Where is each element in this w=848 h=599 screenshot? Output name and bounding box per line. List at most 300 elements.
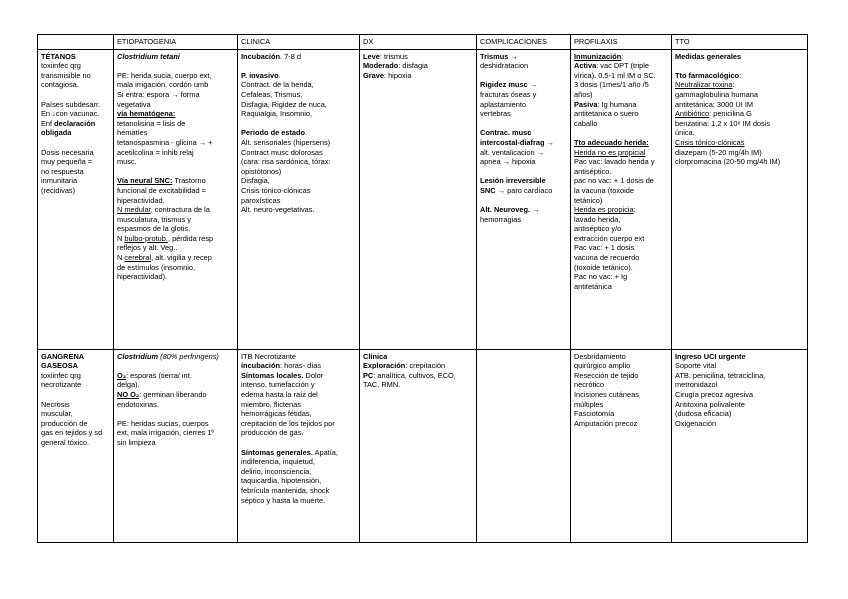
- text-run: NO O₂: [117, 389, 140, 399]
- cell-line: [241, 400, 356, 410]
- cell-gangrena-complicaciones: [477, 349, 571, 542]
- text-run: Antibiótico: [675, 109, 710, 119]
- text-run: toxiinfec qrg: [41, 370, 81, 380]
- cell-line: [480, 186, 567, 196]
- cell-line: [241, 119, 356, 129]
- text-run: TAC, RMN.: [363, 380, 401, 390]
- text-run: lavado herida,: [574, 214, 621, 224]
- cell-line: [241, 138, 356, 148]
- cell-line: [117, 52, 234, 62]
- text-run: benzatina: 1,2 x 10⁶ IM dosis: [675, 118, 771, 128]
- text-run: (recidivas): [41, 185, 76, 195]
- text-run: producción de gas.: [241, 428, 304, 438]
- cell-line: [41, 61, 110, 71]
- cell-line: [574, 400, 668, 410]
- cell-line: [117, 352, 234, 362]
- text-run: Moderado: [363, 61, 399, 71]
- cell-line: [241, 361, 356, 371]
- text-run: Herida no es propicial: [574, 147, 646, 157]
- cell-line: [117, 128, 234, 138]
- text-run: antitetánica: [574, 281, 612, 291]
- cell-line: [675, 157, 804, 167]
- cell-line: [675, 400, 804, 410]
- cell-line: [574, 119, 668, 129]
- text-run: intenso, tumefacción y: [241, 380, 315, 390]
- text-run: Ingreso UCI urgente: [675, 351, 746, 361]
- text-run: N medular: [117, 205, 151, 215]
- cell-line: [480, 138, 567, 148]
- text-run: : esporas (tierra/ int.: [126, 370, 192, 380]
- text-run: Alt. sensoriales (hipersens): [241, 137, 331, 147]
- cell-line: [117, 196, 234, 206]
- text-run: Países subdesarr.: [41, 99, 101, 109]
- text-run: Clínica: [363, 351, 388, 361]
- cell-tetanos-tto: [672, 49, 808, 349]
- cell-line: [574, 196, 668, 206]
- cell-line: [117, 234, 234, 244]
- text-run: Síntomas locales.: [241, 370, 304, 380]
- text-run: gas en tejidos y sd: [41, 428, 103, 438]
- cell-line: [480, 80, 567, 90]
- cell-tetanos-dx: [360, 49, 477, 349]
- cell-line: [241, 128, 356, 138]
- cell-tetanos-etiopatogenia: [114, 49, 238, 349]
- cell-line: [363, 361, 473, 371]
- text-run: Cefaleas, Trismus,: [241, 89, 303, 99]
- text-run: Dolor: [303, 370, 324, 380]
- text-run: Contract musc dolorosas: [241, 147, 323, 157]
- cell-line: [241, 148, 356, 158]
- cell-line: [363, 52, 473, 62]
- cell-line: [241, 409, 356, 419]
- cell-line: [117, 371, 234, 381]
- cell-line: [117, 148, 234, 158]
- cell-line: [241, 52, 356, 62]
- cell-line: [41, 428, 110, 438]
- text-run: única.: [675, 128, 695, 138]
- text-run: vertebras: [480, 109, 511, 119]
- cell-line: [41, 380, 110, 390]
- text-run: pac no vac: + 1 dosis de: [574, 176, 654, 186]
- header-row: [38, 35, 808, 50]
- text-run: Rigidez musc →: [480, 80, 538, 90]
- cell-line: [574, 186, 668, 196]
- text-run: crepitación de los tejidos por: [241, 418, 335, 428]
- text-run: :: [621, 51, 624, 61]
- text-run: SNC →: [480, 185, 506, 195]
- text-run: diazepam (5-20 mg/4h IM): [675, 147, 762, 157]
- cell-line: [41, 80, 110, 90]
- text-run: hemorrágicas fétidas,: [241, 409, 312, 419]
- cell-line: [117, 138, 234, 148]
- text-run: PC: [363, 370, 374, 380]
- text-run: caballo: [574, 118, 598, 128]
- cell-line: [480, 52, 567, 62]
- text-run: deshidratacion: [480, 61, 529, 71]
- text-run: muy pequeña =: [41, 157, 93, 167]
- text-run: Amputación precoz: [574, 418, 638, 428]
- text-run: tetanospasmina - glicina → +: [117, 137, 213, 147]
- cell-line: [241, 80, 356, 90]
- text-run: séptico y hasta la muerte.: [241, 495, 326, 505]
- cell-line: [675, 148, 804, 158]
- cell-line: [574, 138, 668, 148]
- text-run: musculatura, trismus y: [117, 214, 191, 224]
- text-run: necrótico: [574, 380, 604, 390]
- cell-line: [363, 352, 473, 362]
- cell-line: [41, 148, 110, 158]
- cell-line: [241, 419, 356, 429]
- text-run: Vía neural SNC:: [117, 176, 173, 186]
- cell-tetanos-profilaxis: [571, 49, 672, 349]
- header-etiopatogenia: ETIOPATOGENIA: [114, 35, 238, 50]
- cell-line: [41, 361, 110, 371]
- cell-line: [574, 234, 668, 244]
- text-run: : crepitación: [405, 361, 446, 371]
- cell-line: [117, 80, 234, 90]
- cell-line: [574, 263, 668, 273]
- cell-line: [41, 409, 110, 419]
- text-run: bulbo-protub.: [124, 233, 168, 243]
- text-run: Tto adecuado herida:: [574, 137, 649, 147]
- text-run: Alt. Neuroveg. →: [480, 205, 540, 215]
- text-run: antiséptico.: [574, 166, 612, 176]
- text-run: (dudosa eficacia): [675, 409, 732, 419]
- cell-line: [363, 61, 473, 71]
- text-run: Fasciotomía: [574, 409, 615, 419]
- cell-line: [241, 205, 356, 215]
- cell-line: [675, 61, 804, 71]
- text-run: Trismus →: [480, 51, 518, 61]
- text-run: Tto farmacológico: [675, 70, 740, 80]
- text-run: sin limpieza: [117, 437, 156, 447]
- cell-line: [241, 390, 356, 400]
- text-run: vegetativa: [117, 99, 151, 109]
- cell-line: [574, 71, 668, 81]
- cell-line: [574, 380, 668, 390]
- cell-line: [480, 100, 567, 110]
- text-run: Activa: [574, 61, 597, 71]
- cell-line: [41, 157, 110, 167]
- cell-line: [574, 176, 668, 186]
- cell-line: [241, 196, 356, 206]
- cell-line: [41, 109, 110, 119]
- text-run: Inmunización: [574, 51, 622, 61]
- cell-line: [241, 352, 356, 362]
- text-run: Leve: [363, 51, 380, 61]
- table-row-gangrena: [38, 349, 808, 542]
- text-run: Dosis necesaria: [41, 147, 94, 157]
- cell-line: [241, 176, 356, 186]
- text-run: endotoxinas.: [117, 399, 159, 409]
- text-run: Periodo de estado: [241, 128, 306, 138]
- cell-line: [41, 400, 110, 410]
- text-run: (toxoide tetánico).: [574, 262, 633, 272]
- cell-line: [574, 157, 668, 167]
- text-run: hemorragias: [480, 214, 522, 224]
- cell-line: [117, 380, 234, 390]
- cell-line: [675, 100, 804, 110]
- text-run: quirúrgico amplio: [574, 361, 631, 371]
- text-run: vírica). 0.5-1 ml IM o SC.: [574, 70, 656, 80]
- text-run: PE: heridas sucias, cuerpos: [117, 418, 209, 428]
- cell-line: [241, 61, 356, 71]
- cell-tetanos-clinica: [238, 49, 360, 349]
- cell-line: [675, 390, 804, 400]
- cell-line: [41, 176, 110, 186]
- cell-line: [41, 352, 110, 362]
- text-run: Contrac. musc: [480, 128, 532, 138]
- cell-line: [675, 109, 804, 119]
- text-run: : analítica, cultivos, ECO,: [373, 370, 456, 380]
- cell-line: [574, 52, 668, 62]
- cell-gangrena-etiopatogenia: [114, 349, 238, 542]
- text-run: :: [633, 205, 636, 215]
- text-run: GASEOSA: [41, 361, 78, 371]
- text-run: antitetánica: 3000 UI IM: [675, 99, 754, 109]
- cell-line: [480, 167, 567, 177]
- cell-line: [675, 71, 804, 81]
- text-run: N: [117, 233, 125, 243]
- cell-line: [117, 215, 234, 225]
- text-run: Incubación: [241, 51, 281, 61]
- text-run: Lesión irreversible: [480, 176, 546, 186]
- cell-line: [41, 71, 110, 81]
- cell-line: [41, 52, 110, 62]
- text-run: Crisis tónico-clónicas: [675, 137, 745, 147]
- text-run: clorpromacina (20-50 mg/4h IM): [675, 157, 781, 167]
- text-run: paro cardíaco: [505, 185, 553, 195]
- cell-line: [480, 109, 567, 119]
- cell-line: [117, 71, 234, 81]
- cell-line: [675, 80, 804, 90]
- text-run: Medidas generales: [675, 51, 742, 61]
- text-run: Cirugía precoz agresiva: [675, 389, 754, 399]
- cell-line: [41, 90, 110, 100]
- text-run: Pasiva: [574, 99, 598, 109]
- cell-line: [241, 476, 356, 486]
- text-run: : disfagia: [398, 61, 428, 71]
- text-run: (80% perfringens): [158, 351, 219, 361]
- cell-line: [241, 186, 356, 196]
- cell-line: [241, 496, 356, 506]
- cell-line: [574, 148, 668, 158]
- text-run: , contractura de la: [150, 205, 210, 215]
- text-run: O₂: [117, 370, 127, 380]
- text-run: Raquialgia, Insomnio,: [241, 109, 313, 119]
- cell-line: [675, 119, 804, 129]
- document-page: [37, 34, 808, 543]
- cell-line: [241, 486, 356, 496]
- text-run: Enf: [41, 118, 55, 128]
- text-run: Antitoxina polivalente: [675, 399, 745, 409]
- cell-line: [117, 419, 234, 429]
- text-run: PE: herida sucia, cuerpo ext,: [117, 70, 212, 80]
- cell-line: [41, 186, 110, 196]
- text-run: inmunitaria: [41, 176, 78, 186]
- cell-line: [41, 138, 110, 148]
- cell-line: [574, 205, 668, 215]
- text-run: : germinan liberando: [139, 389, 207, 399]
- text-run: extracción cuerpo ext: [574, 233, 645, 243]
- cell-line: [480, 119, 567, 129]
- text-run: Pac vac: lavado herida y: [574, 157, 655, 167]
- text-run: Clostridium tetani: [117, 51, 180, 61]
- text-run: obligada: [41, 128, 72, 138]
- text-run: gammaglobulina humana: [675, 89, 758, 99]
- text-run: indiferencia, inquietud,: [241, 457, 315, 467]
- text-run: taquicardia, hipotensión,: [241, 476, 322, 486]
- cell-line: [574, 419, 668, 429]
- cell-line: [41, 419, 110, 429]
- text-run: febrícula mantenida, shock: [241, 485, 330, 495]
- cell-line: [241, 109, 356, 119]
- text-run: .: [305, 128, 308, 138]
- cell-line: [574, 167, 668, 177]
- header-tto: TTO: [672, 35, 808, 50]
- text-run: Necrosis: [41, 399, 70, 409]
- cell-line: [675, 90, 804, 100]
- text-run: opistótonos): [241, 166, 282, 176]
- text-run: intercostal-diafrag →: [480, 137, 554, 147]
- text-run: años): [574, 89, 593, 99]
- text-run: contagiosa.: [41, 80, 79, 90]
- text-run: alt. ventalicacion →: [480, 147, 545, 157]
- cell-line: [574, 371, 668, 381]
- cell-line: [480, 157, 567, 167]
- text-run: Exploración: [363, 361, 406, 371]
- cell-line: [574, 100, 668, 110]
- cell-line: [117, 390, 234, 400]
- text-run: miembro, flictenas: [241, 399, 301, 409]
- text-run: GANGRENA: [41, 351, 85, 361]
- text-run: , alt. vigilia y recep: [151, 253, 212, 263]
- text-run: Oxigenación: [675, 418, 717, 428]
- text-run: Pac no vac: + Ig: [574, 272, 628, 282]
- cell-line: [117, 205, 234, 215]
- cell-line: [574, 215, 668, 225]
- text-run: aplastamiento: [480, 99, 527, 109]
- cell-line: [241, 90, 356, 100]
- cell-gangrena-clinica: [238, 349, 360, 542]
- cell-line: [117, 243, 234, 253]
- cell-line: [574, 390, 668, 400]
- cell-line: [574, 243, 668, 253]
- cell-line: [675, 138, 804, 148]
- cell-line: [574, 128, 668, 138]
- cell-line: [241, 100, 356, 110]
- text-run: Resección de tejido: [574, 370, 639, 380]
- text-run: la vacuna (toxoide: [574, 185, 634, 195]
- cell-line: [117, 438, 234, 448]
- text-run: metronidazol: [675, 380, 718, 390]
- cell-line: [41, 390, 110, 400]
- cell-line: [480, 205, 567, 215]
- text-run: P. invasivo: [241, 70, 279, 80]
- text-run: espasmos de la glotis.: [117, 224, 191, 234]
- text-run: :: [739, 70, 742, 80]
- cell-line: [241, 448, 356, 458]
- cell-line: [241, 467, 356, 477]
- cell-line: [675, 371, 804, 381]
- text-run: hematíes: [117, 128, 148, 138]
- cell-tetanos-complicaciones: [477, 49, 571, 349]
- cell-line: [241, 157, 356, 167]
- text-run: : vac DPT (triple: [596, 61, 650, 71]
- cell-line: [117, 109, 234, 119]
- text-run: de estímulos (insomnio,: [117, 262, 196, 272]
- cell-line: [241, 457, 356, 467]
- cell-line: [675, 419, 804, 429]
- text-run: : Ig humana: [597, 99, 637, 109]
- header-cell-disease: [38, 35, 114, 50]
- text-run: apnea → hipoxia: [480, 157, 536, 167]
- cell-line: [675, 361, 804, 371]
- cell-line: [574, 109, 668, 119]
- text-run: incubación: [241, 361, 281, 371]
- text-run: delga).: [117, 380, 140, 390]
- text-run: general tóxico.: [41, 437, 90, 447]
- cell-tetanos-disease: [38, 49, 114, 349]
- text-run: , pérdida resp: [167, 233, 214, 243]
- cell-line: [480, 148, 567, 158]
- comparison-table: [37, 34, 808, 543]
- text-run: tetanolisina = lisis de: [117, 118, 186, 128]
- text-run: declaración: [54, 118, 96, 128]
- text-run: toxiinfec qrg: [41, 61, 81, 71]
- cell-line: [117, 100, 234, 110]
- cell-line: [117, 61, 234, 71]
- text-run: (cara: risa sardónica, tórax:: [241, 157, 331, 167]
- text-run: vía hematógena:: [117, 109, 176, 119]
- text-run: Trastorno: [172, 176, 206, 186]
- text-run: producción de: [41, 418, 88, 428]
- text-run: reflejos y alt. Veg..: [117, 243, 178, 253]
- header-complicaciones: COMPLICACIONES: [477, 35, 571, 50]
- cell-line: [574, 352, 668, 362]
- text-run: ITB Necrotizante: [241, 351, 297, 361]
- cell-line: [117, 409, 234, 419]
- cell-line: [574, 80, 668, 90]
- text-run: :: [732, 80, 735, 90]
- cell-line: [117, 90, 234, 100]
- text-run: hiperactividad.: [117, 195, 165, 205]
- text-run: Alt. neuro-vegetativas.: [241, 205, 315, 215]
- text-run: muscular,: [41, 409, 73, 419]
- cell-line: [41, 167, 110, 177]
- cell-line: [117, 119, 234, 129]
- cell-line: [117, 224, 234, 234]
- cell-line: [41, 100, 110, 110]
- text-run: edema hasta la raíz del: [241, 389, 318, 399]
- text-run: Contract. de la herida,: [241, 80, 314, 90]
- cell-line: [117, 263, 234, 273]
- cell-line: [117, 400, 234, 410]
- text-run: . 7-8 d: [280, 51, 301, 61]
- cell-line: [574, 282, 668, 292]
- text-run: cerebral: [124, 253, 152, 263]
- cell-line: [574, 224, 668, 234]
- text-run: : horas- días: [280, 361, 322, 371]
- cell-line: [241, 438, 356, 448]
- cell-line: [675, 409, 804, 419]
- text-run: En ↓con vacunac.: [41, 109, 100, 119]
- text-run: transmisible no: [41, 70, 91, 80]
- header-clinica: CLINICA: [238, 35, 360, 50]
- text-run: antiséptico y/o: [574, 224, 622, 234]
- cell-line: [480, 61, 567, 71]
- cell-gangrena-profilaxis: [571, 349, 672, 542]
